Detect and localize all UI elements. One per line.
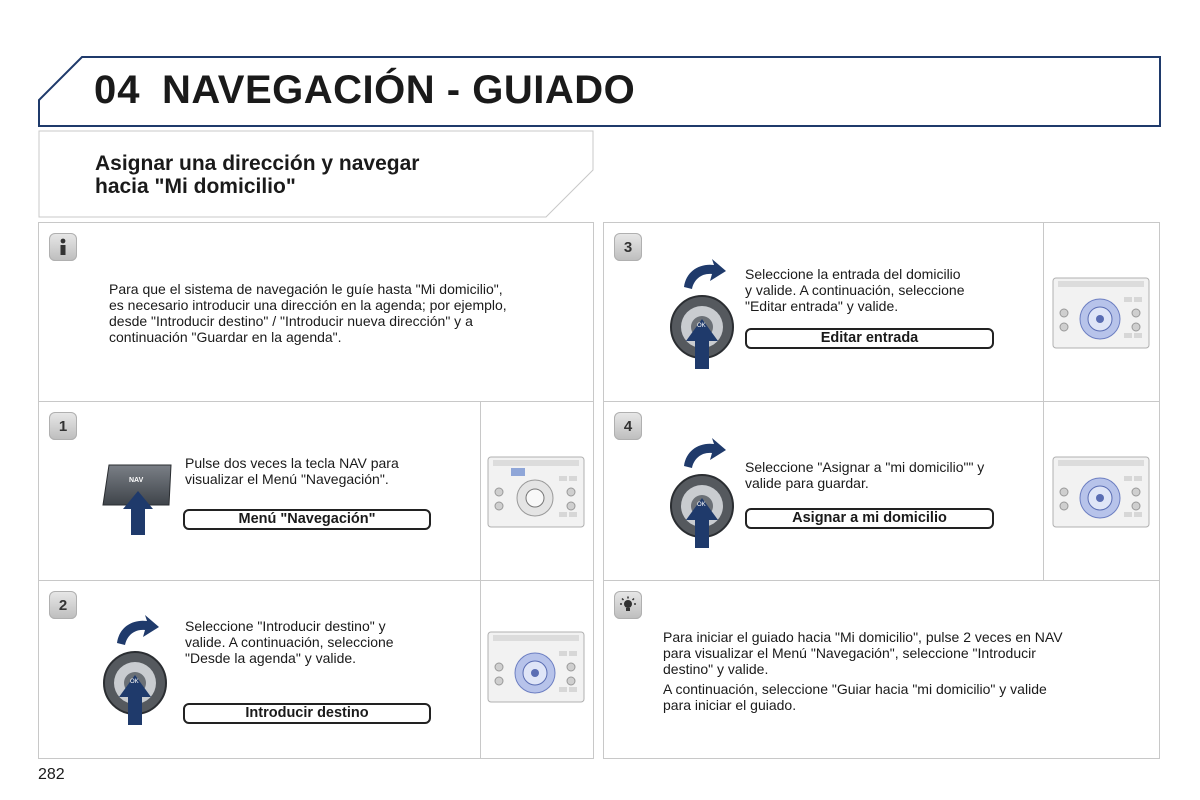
lightbulb-icon [614,591,642,619]
radio-unit-illustration [487,631,585,708]
step-2-text [185,618,475,666]
panel-divider [1043,402,1044,580]
step-line: y valide. A continuación, seleccione [745,282,965,298]
rotary-knob-illustration [666,257,742,374]
info-line: continuación "Guardar en la agenda". [109,329,342,345]
tip-line: Para iniciar el guiado hacia "Mi domicilio", pulse 2 veces en NAV [663,629,1063,645]
tip-line: A continuación, seleccione "Guiar hacia "mi domicilio" y valide [663,681,1047,697]
subtitle-line-2: hacia "Mi domicilio" [95,175,296,198]
info-text [109,281,589,345]
step-2-panel [38,580,594,759]
step-1-text [185,455,475,487]
step-line: valide para guardar. [745,475,869,491]
tip-line: para iniciar el guiado. [663,697,797,713]
step-number-badge: 3 [614,233,642,261]
rotary-knob-illustration [99,613,175,730]
page-title: NAVEGACIÓN - GUIADO [162,68,636,112]
step-line: Pulse dos veces la tecla NAV para [185,455,399,471]
page-number: 282 [38,766,65,783]
info-panel [38,222,594,402]
radio-unit-illustration [1052,456,1150,533]
step-line: "Editar entrada" y valide. [745,298,899,314]
knob-ok-label: OK [697,323,706,329]
tip-line: para visualizar el Menú "Navegación", seleccione "Introducir [663,645,1036,661]
step-number-badge: 4 [614,412,642,440]
radio-unit-illustration [1052,277,1150,354]
asignar-mi-domicilio-button[interactable]: Asignar a mi domicilio [745,508,994,529]
tip-panel [603,580,1160,759]
editar-entrada-button[interactable]: Editar entrada [745,328,994,349]
step-number-badge: 1 [49,412,77,440]
step-4-text [745,459,1045,491]
step-4-panel [603,401,1160,581]
step-number-badge: 2 [49,591,77,619]
step-line: Seleccione "Asignar a "mi domicilio"" y [745,459,985,475]
info-line: es necesario introducir una dirección en la agenda; por ejemplo, [109,297,507,313]
rotary-knob-illustration [666,436,742,553]
step-line: valide. A continuación, seleccione [185,634,394,650]
step-1-panel [38,401,594,581]
subtitle-line-1: Asignar una dirección y navegar [95,152,420,175]
knob-ok-label: OK [697,502,706,508]
tip-line: destino" y valide. [663,661,769,677]
step-3-panel [603,222,1160,402]
section-subtitle [95,152,565,198]
knob-ok-label: OK [130,679,139,685]
step-line: "Desde la agenda" y valide. [185,650,357,666]
menu-navegacion-button[interactable]: Menú "Navegación" [183,509,431,530]
panel-divider [1043,223,1044,401]
info-line: Para que el sistema de navegación le guíe hasta "Mi domicilio", [109,281,503,297]
step-3-text [745,266,1035,314]
info-line: desde "Introducir destino" / "Introducir nueva dirección" y a [109,313,473,329]
radio-unit-illustration [487,456,585,533]
step-line: Seleccione "Introducir destino" y [185,618,386,634]
section-subtitle-box [38,130,594,218]
step-line: visualizar el Menú "Navegación". [185,471,389,487]
chapter-header [38,56,1162,128]
nav-key-label: NAV [129,477,144,484]
step-line: Seleccione la entrada del domicilio [745,266,961,282]
info-icon [49,233,77,261]
chapter-number: 04 [94,68,141,112]
nav-key-illustration [101,457,181,542]
panel-divider [480,402,481,580]
introducir-destino-button[interactable]: Introducir destino [183,703,431,724]
panel-divider [480,581,481,758]
tip-text [663,629,1153,713]
